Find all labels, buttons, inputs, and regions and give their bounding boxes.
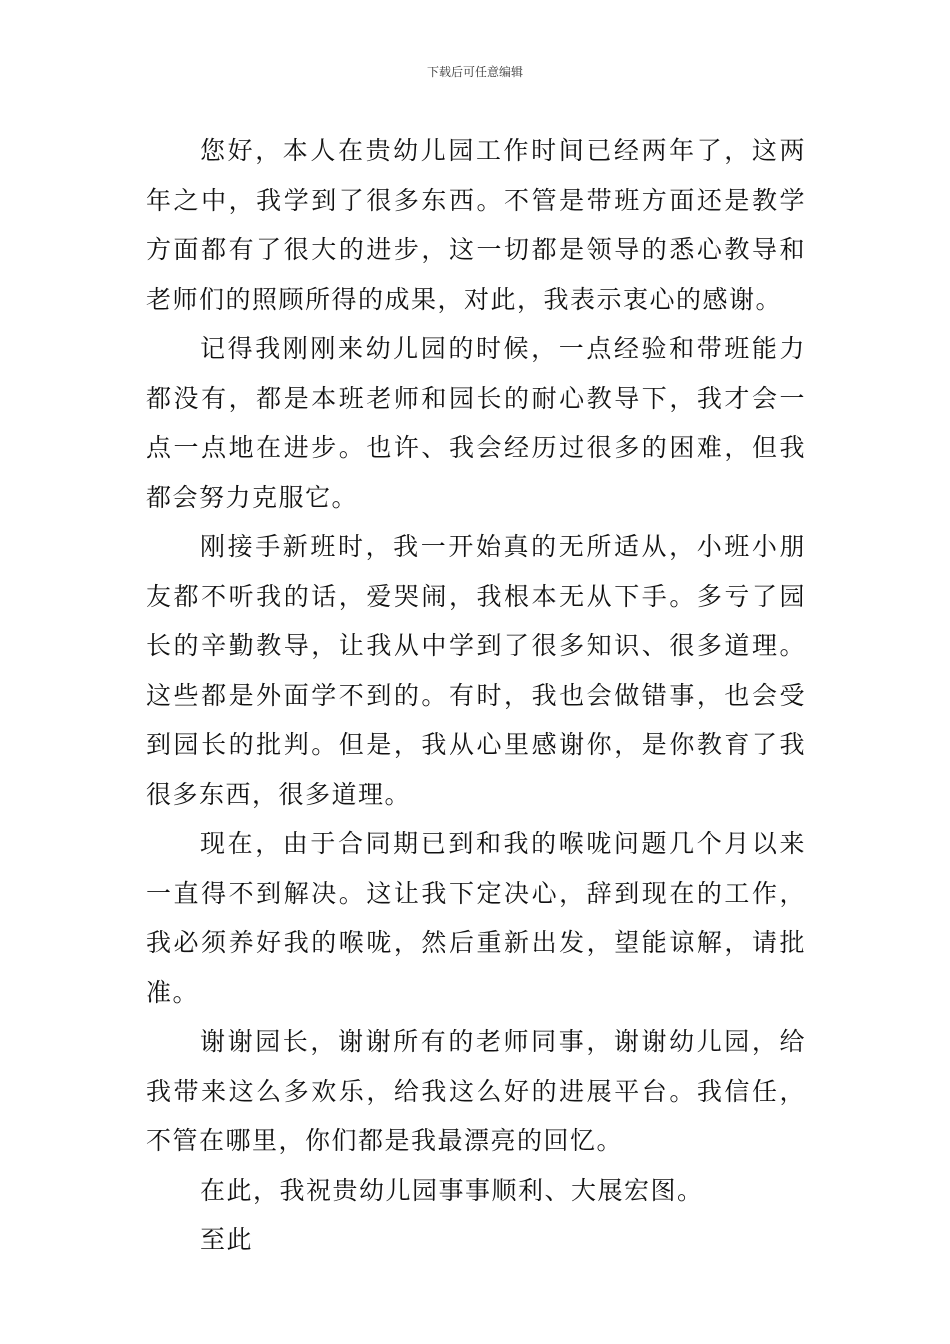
letter-body: [146, 126, 806, 1265]
paragraph-closing: 至此: [200, 1225, 254, 1254]
paragraph-thanks: 谢谢园长，谢谢所有的老师同事，谢谢幼儿园，给我带来这么多欢乐，给我这么好的进展平台。我信任，不管在哪里，你们都是我最漂亮的回忆。: [146, 1027, 806, 1155]
paragraph-gratitude: 您好，本人在贵幼儿园工作时间已经两年了，这两年之中，我学到了很多东西。不管是带班方面还是教学方面都有了很大的进步，这一切都是领导的悉心教导和老师们的照顾所得的成果，对此，我表示衷心的感谢。: [146, 136, 806, 314]
paragraph-wishes: 在此，我祝贵幼儿园事事顺利、大展宏图。: [200, 1175, 704, 1205]
paragraph-memories: 记得我刚刚来幼儿园的时候，一点经验和带班能力都没有，都是本班老师和园长的耐心教导下，我才会一点一点地在进步。也许、我会经历过很多的困难，但我都会努力克服它。: [146, 334, 806, 512]
paragraph-new-class: 刚接手新班时，我一开始真的无所适从，小班小朋友都不听我的话，爱哭闹，我根本无从下手。多亏了园长的辛勤教导，让我从中学到了很多知识、很多道理。这些都是外面学不到的。有时，我也会做错事，也会受到园长的批判。但是，我从心里感谢你，是你教育了我很多东西，很多道理。: [146, 532, 806, 809]
page-header-note: 下载后可任意编辑: [426, 65, 523, 79]
paragraph-resignation-reason: 现在，由于合同期已到和我的喉咙问题几个月以来一直得不到解决。这让我下定决心，辞到现在的工作，我必须养好我的喉咙，然后重新出发，望能谅解，请批准。: [146, 829, 806, 1007]
